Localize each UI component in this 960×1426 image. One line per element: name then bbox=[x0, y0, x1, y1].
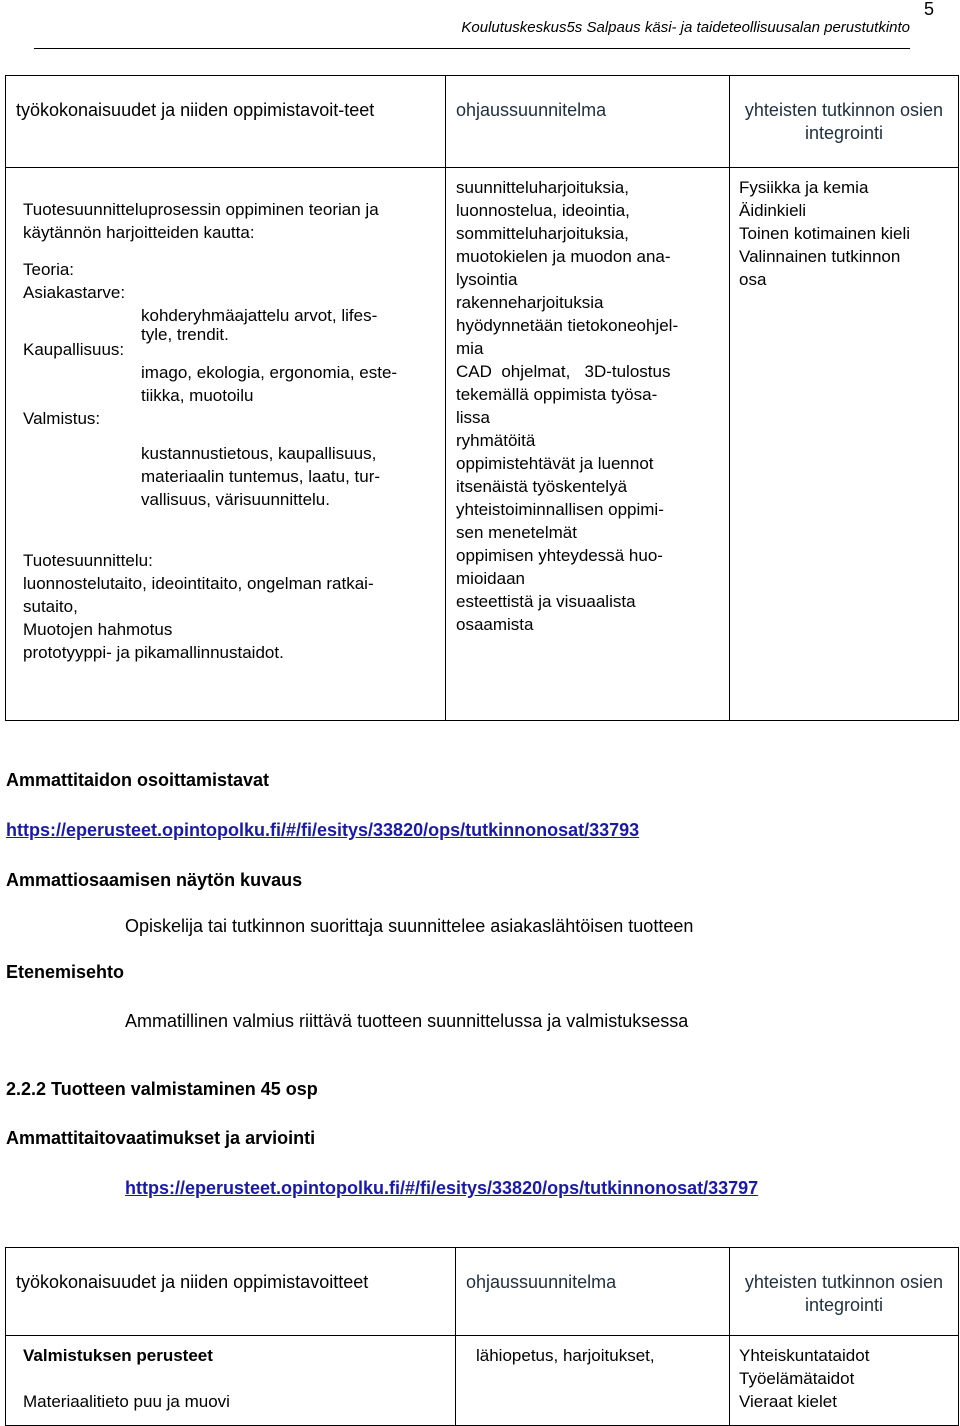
text-line: Tuotesuunnittelu: bbox=[23, 551, 153, 570]
text-line: luonnostelua, ideointia, bbox=[456, 201, 630, 220]
text-line: itsenäistä työskentelyä bbox=[456, 477, 628, 496]
text-line: muotokielen ja muodon ana- bbox=[456, 247, 671, 266]
text-line: mia bbox=[456, 339, 484, 358]
text-line: Materiaalitieto puu ja muovi bbox=[23, 1392, 230, 1411]
text-line: ryhmätöitä bbox=[456, 431, 536, 450]
section-title-module: 2.2.2 Tuotteen valmistaminen 45 osp bbox=[6, 1079, 318, 1099]
header-integration: yhteisten tutkinnon osien integrointi bbox=[744, 1272, 944, 1315]
goals-cell bbox=[6, 1336, 456, 1426]
text-line: Valmistus: bbox=[23, 409, 101, 428]
criteria-text-1: Opiskelija tai tutkinnon suorittaja suunnittelee asiakaslähtöisen tuotteen bbox=[125, 916, 694, 936]
text-line: imago, ekologia, ergonomia, este- bbox=[141, 363, 398, 382]
text-line: käytännön harjoitteiden kautta: bbox=[23, 223, 255, 242]
header-guidance: ohjaussuunnitelma bbox=[456, 100, 607, 120]
text-line: suunnitteluharjoituksia, bbox=[456, 178, 629, 197]
text-line: osa bbox=[739, 270, 767, 289]
section-title-demonstration: Ammattitaidon osoittamistavat bbox=[6, 770, 270, 790]
text-line: Kaupallisuus: bbox=[23, 340, 125, 359]
text-line: hyödynnetään tietokoneohjel- bbox=[456, 316, 679, 335]
header-goals: työkokonaisuudet ja niiden oppimistavoitteet bbox=[16, 1272, 369, 1292]
text-line: lähiopetus, harjoitukset, bbox=[476, 1346, 655, 1365]
text-line: tyle, trendit. bbox=[141, 325, 229, 344]
text-line: prototyyppi- ja pikamallinnustaidot. bbox=[23, 643, 284, 662]
text-line: rakenneharjoituksia bbox=[456, 293, 604, 312]
text-line: Yhteiskuntataidot bbox=[739, 1346, 870, 1365]
text-line: luonnostelutaito, ideointitaito, ongelman ratkai- bbox=[23, 574, 374, 593]
text-line: Asiakastarve: bbox=[23, 283, 126, 302]
header-integration: yhteisten tutkinnon osien integrointi bbox=[744, 100, 944, 143]
text-line: yhteistoiminnallisen oppimi- bbox=[456, 500, 664, 519]
learning-goals-table bbox=[5, 75, 959, 721]
text-line: Työelämätaidot bbox=[739, 1369, 855, 1388]
text-line: mioidaan bbox=[456, 569, 525, 588]
text-line: oppimisen yhteydessä huo- bbox=[456, 546, 663, 565]
guidance-cell bbox=[446, 168, 730, 721]
text-line: kohderyhmäajattelu arvot, lifes- bbox=[141, 306, 378, 325]
table-header-cell bbox=[456, 1248, 730, 1336]
table-header-cell bbox=[6, 1248, 456, 1336]
text-line: sen menetelmät bbox=[456, 523, 577, 542]
text-line: oppimistehtävät ja luennot bbox=[456, 454, 654, 473]
header-rule bbox=[34, 48, 910, 49]
criteria-label: Etenemisehto bbox=[6, 962, 125, 982]
module-table bbox=[5, 1247, 959, 1426]
guidance-cell bbox=[456, 1336, 730, 1426]
header-guidance: ohjaussuunnitelma bbox=[466, 1272, 617, 1292]
text-line: Äidinkieli bbox=[739, 201, 807, 220]
text-line: Muotojen hahmotus bbox=[23, 620, 173, 639]
text-line: tekemällä oppimista työsa- bbox=[456, 385, 658, 404]
header-goals: työkokonaisuudet ja niiden oppimistavoit-teet bbox=[16, 100, 375, 120]
integration-cell bbox=[730, 168, 959, 721]
text-line: tiikka, muotoilu bbox=[141, 386, 254, 405]
section-subtitle-description: Ammattiosaamisen näytön kuvaus bbox=[6, 870, 303, 890]
text-line: Tuotesuunnitteluprosessin oppiminen teorian ja bbox=[23, 200, 379, 219]
table-header-cell bbox=[730, 76, 959, 168]
text-line: lysointia bbox=[456, 270, 518, 289]
integration-cell bbox=[730, 1336, 959, 1426]
table-header-cell bbox=[730, 1248, 959, 1336]
text-line: sommitteluharjoituksia, bbox=[456, 224, 629, 243]
criteria-text-2: Ammatillinen valmius riittävä tuotteen suunnittelussa ja valmistuksessa bbox=[125, 1011, 689, 1031]
section-subtitle-requirements: Ammattitaitovaatimukset ja arviointi bbox=[6, 1128, 316, 1148]
text-line: CAD ohjelmat, 3D-tulostus bbox=[456, 362, 671, 381]
text-line: esteettistä ja visuaalista bbox=[456, 592, 636, 611]
text-line: Toinen kotimainen kieli bbox=[739, 224, 911, 243]
ops-link-33797[interactable]: https://eperusteet.opintopolku.fi/#/fi/esitys/33820/ops/tutkinnonosat/33797 bbox=[125, 1178, 759, 1198]
text-line: sutaito, bbox=[23, 597, 78, 616]
goals-cell bbox=[6, 168, 446, 721]
text-line: lissa bbox=[456, 408, 491, 427]
table-header-cell bbox=[6, 76, 446, 168]
text-line: vallisuus, värisuunnittelu. bbox=[141, 490, 330, 509]
table-header-cell bbox=[446, 76, 730, 168]
text-line: kustannustietous, kaupallisuus, bbox=[141, 444, 377, 463]
page-number: 5 bbox=[924, 0, 935, 19]
text-line: Vieraat kielet bbox=[739, 1392, 837, 1411]
text-line: materiaalin tuntemus, laatu, tur- bbox=[141, 467, 381, 486]
subsection-title: Valmistuksen perusteet bbox=[23, 1346, 213, 1365]
page-header: Koulutuskeskus5s Salpaus käsi- ja taideteollisuusalan perustutkinto bbox=[461, 19, 910, 36]
text-line: Teoria: bbox=[23, 260, 75, 279]
text-line: osaamista bbox=[456, 615, 534, 634]
ops-link-33793[interactable]: https://eperusteet.opintopolku.fi/#/fi/esitys/33820/ops/tutkinnonosat/33793 bbox=[6, 820, 640, 840]
text-line: Fysiikka ja kemia bbox=[739, 178, 869, 197]
text-line: Valinnainen tutkinnon bbox=[739, 247, 901, 266]
